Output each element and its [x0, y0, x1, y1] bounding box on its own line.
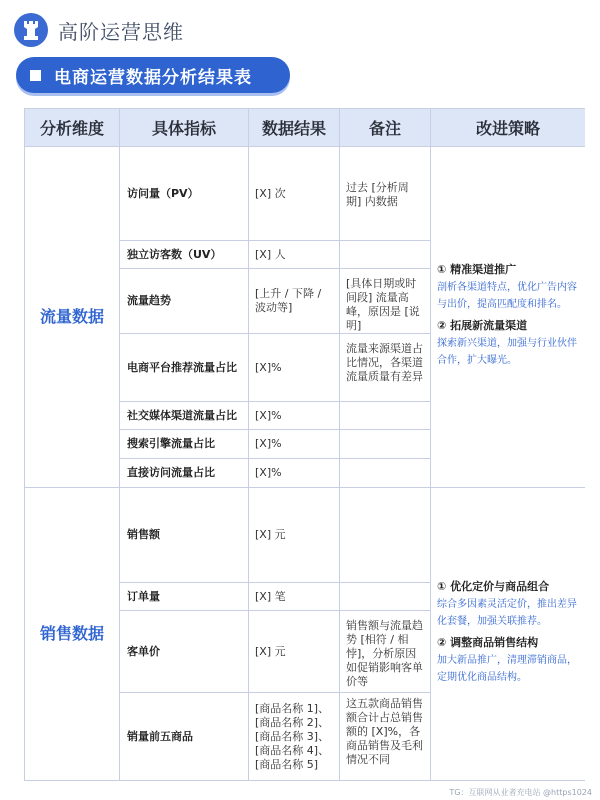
header-metric: 具体指标 [120, 109, 249, 147]
value-cell: [X] 元 [249, 488, 340, 583]
note-cell [340, 459, 431, 488]
square-bullet-icon [30, 70, 41, 81]
watermark: TG：互联网从业者充电站 @https1024 [449, 788, 592, 797]
note-cell [340, 488, 431, 583]
value-cell: [X]% [249, 334, 340, 402]
value-cell: [X]% [249, 430, 340, 459]
table-header-row [25, 109, 586, 147]
analysis-table-container [24, 108, 585, 800]
strategy-cell [431, 488, 586, 781]
metric-cell: 直接访问流量占比 [120, 459, 249, 488]
strategy-title: ① 精准渠道推广 [437, 263, 517, 276]
note-cell [340, 583, 431, 611]
metric-cell: 流量趋势 [120, 269, 249, 334]
metric-cell: 客单价 [120, 611, 249, 693]
strategy-body: 剖析各渠道特点，优化广告内容与出价，提高匹配度和排名。 [437, 282, 577, 310]
metric-cell: 社交媒体渠道流量占比 [120, 402, 249, 430]
value-cell: [X] 元 [249, 611, 340, 693]
header-result: 数据结果 [249, 109, 340, 147]
note-cell [340, 241, 431, 269]
value-cell: [X] 笔 [249, 583, 340, 611]
metric-cell: 销量前五商品 [120, 693, 249, 781]
note-cell: 这五款商品销售额合计占总销售额的 [X]%，各商品销售及毛利情况不同 [340, 693, 431, 781]
strategy-cell [431, 147, 586, 488]
value-cell: [商品名称 1]、[商品名称 2]、[商品名称 3]、[商品名称 4]、[商品名称 5] [249, 693, 340, 781]
brand [14, 12, 184, 48]
strategy-title: ② 拓展新流量渠道 [437, 319, 528, 332]
value-cell: [上升 / 下降 / 波动等] [249, 269, 340, 334]
metric-cell: 搜索引擎流量占比 [120, 430, 249, 459]
chess-rook-icon [14, 13, 48, 47]
strategy-body: 综合多因素灵活定价，推出差异化套餐，加强关联推荐。 [437, 599, 577, 627]
value-cell: [X] 人 [249, 241, 340, 269]
note-cell [340, 430, 431, 459]
metric-cell: 访问量（PV） [120, 147, 249, 241]
value-cell: [X] 次 [249, 147, 340, 241]
page-title: 电商运营数据分析结果表 [54, 67, 252, 88]
table-row [25, 488, 586, 583]
strategy-body: 探索新兴渠道，加强与行业伙伴合作，扩大曝光。 [437, 338, 577, 366]
note-cell: 流量来源渠道占比情况，各渠道流量质量有差异 [340, 334, 431, 402]
title-banner [16, 57, 290, 93]
note-cell: 销售额与流量趋势 [相符 / 相悖]，分析原因如促销影响客单价等 [340, 611, 431, 693]
metric-cell: 销售额 [120, 488, 249, 583]
strategy-title: ① 优化定价与商品组合 [437, 580, 550, 593]
metric-cell: 独立访客数（UV） [120, 241, 249, 269]
table-row [25, 147, 586, 241]
note-cell [340, 402, 431, 430]
header-note: 备注 [340, 109, 431, 147]
dimension-cell: 流量数据 [25, 147, 120, 488]
value-cell: [X]% [249, 402, 340, 430]
header-dimension: 分析维度 [25, 109, 120, 147]
note-cell: [具体日期或时间段] 流量高峰，原因是 [说明] [340, 269, 431, 334]
dimension-cell: 销售数据 [25, 488, 120, 781]
strategy-title: ② 调整商品销售结构 [437, 636, 539, 649]
strategy-body: 加大新品推广，清理滞销商品，定期优化商品结构。 [437, 655, 577, 683]
header-strategy: 改进策略 [431, 109, 586, 147]
value-cell: [X]% [249, 459, 340, 488]
analysis-table [24, 108, 585, 781]
metric-cell: 订单量 [120, 583, 249, 611]
note-cell: 过去 [分析周期] 内数据 [340, 147, 431, 241]
metric-cell: 电商平台推荐流量占比 [120, 334, 249, 402]
brand-name: 高阶运营思维 [58, 19, 184, 44]
